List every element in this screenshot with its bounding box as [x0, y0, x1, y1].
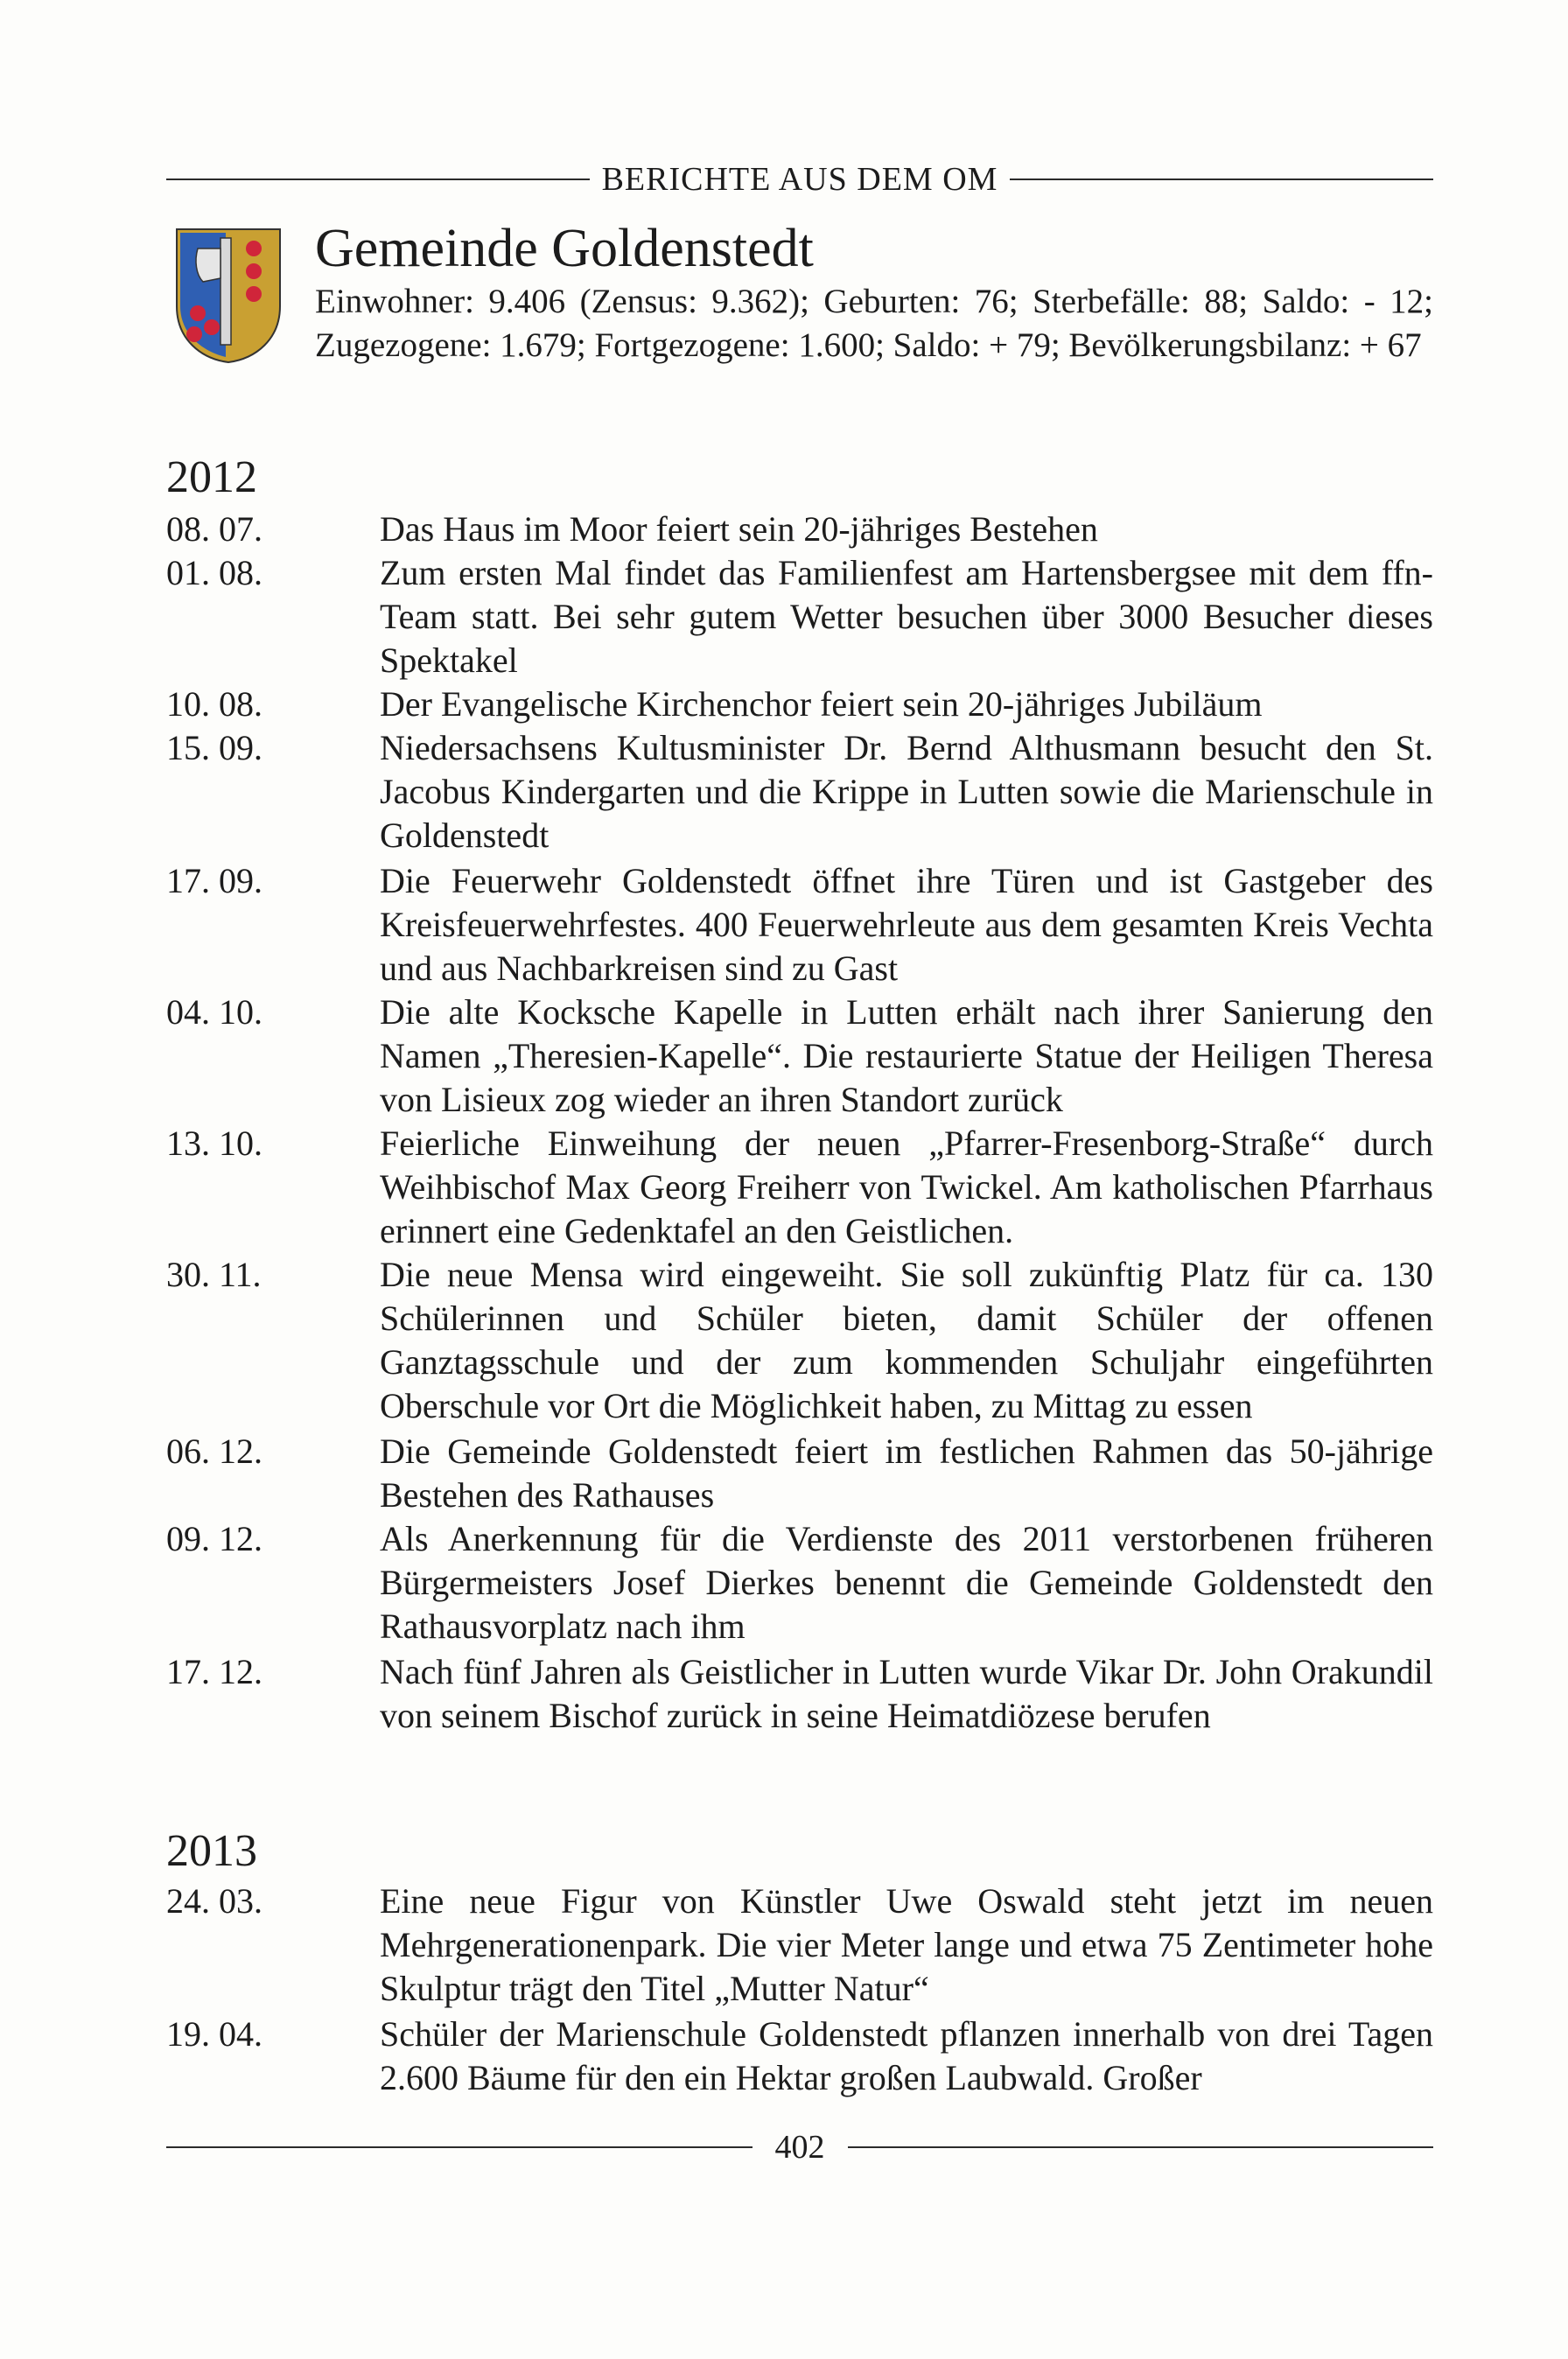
entry-date: 06. 12. — [166, 1432, 262, 1471]
entry-text: Nach fünf Jahren als Geistlicher in Lutten wurde Vikar Dr. John Orakundil von seinem Bischof zurück in seine Heimatdiözese berufen — [380, 1652, 1433, 1735]
entry-date: 15. 09. — [166, 728, 262, 767]
entry-date: 30. 11. — [166, 1255, 262, 1294]
entry-text: Das Haus im Moor feiert sein 20-jähriges Bestehen — [380, 509, 1098, 549]
entry-date: 17. 09. — [166, 861, 262, 900]
entry-text: Eine neue Figur von Künstler Uwe Oswald steht jetzt im neuen Mehrgenerationenpark. Die vier Meter lange und etwa 75 Zentimeter hohe Skulptur trägt den Titel „Mutter Natur“ — [380, 1881, 1433, 2008]
running-header — [166, 161, 1433, 198]
entry-date: 09. 12. — [166, 1519, 262, 1558]
footer-rule-right — [848, 2146, 1434, 2148]
coat-of-arms-icon — [172, 226, 285, 366]
entry-text: Zum ersten Mal findet das Familienfest am Hartensbergsee mit dem ffn-Team statt. Bei sehr gutem Wetter besuchen über 3000 Besucher dieses Spektakel — [380, 553, 1433, 680]
entry-text: Feierliche Einweihung der neuen „Pfarrer-Fresenborg-Straße“ durch Weihbischof Max Georg Freiherr von Twickel. Am katholischen Pfarrhaus erinnert eine Gedenktafel an den Geistlichen. — [380, 1124, 1433, 1250]
year-heading-2013: 2013 — [166, 1826, 257, 1876]
footer-rule-left — [166, 2146, 752, 2148]
entry-date: 04. 10. — [166, 992, 262, 1032]
entry-text: Niedersachsens Kultusminister Dr. Bernd Althusmann besucht den St. Jacobus Kindergarten und die Krippe in Lutten sowie die Marienschule in Goldenstedt — [380, 728, 1433, 855]
entry-text: Die Gemeinde Goldenstedt feiert im festlichen Rahmen das 50-jährige Bestehen des Rathauses — [380, 1432, 1433, 1515]
entry-text: Die Feuerwehr Goldenstedt öffnet ihre Türen und ist Gastgeber des Kreisfeuerwehrfestes. 400 Feuerwehrleute aus dem gesamten Kreis Vechta und aus Nachbarkreisen sind zu Gast — [380, 861, 1433, 988]
entry-text: Als Anerkennung für die Verdienste des 2011 verstorbenen früheren Bürgermeisters Josef Dierkes benennt die Gemeinde Goldenstedt den Rathausvorplatz nach ihm — [380, 1519, 1433, 1646]
entry-text: Die neue Mensa wird eingeweiht. Sie soll zukünftig Platz für ca. 130 Schülerinnen und Schüler bieten, damit Schüler der offenen Ganztagsschule und der zum kommenden Schuljahr eingeführten Oberschule vor Ort die Möglichkeit haben, zu Mittag zu essen — [380, 1255, 1433, 1425]
entry-text: Schüler der Marienschule Goldenstedt pflanzen innerhalb von drei Tagen 2.600 Bäume für den ein Hektar großen Laubwald. Großer — [380, 2014, 1433, 2097]
page-number: 402 — [774, 2129, 825, 2166]
entry-date: 13. 10. — [166, 1124, 262, 1163]
page-footer — [166, 2128, 1433, 2166]
entry-date: 17. 12. — [166, 1652, 262, 1691]
entry-date: 24. 03. — [166, 1881, 262, 1921]
header-rule-left — [166, 178, 590, 180]
entry-date: 08. 07. — [166, 509, 262, 549]
entry-text: Die alte Kocksche Kapelle in Lutten erhält nach ihrer Sanierung den Namen „Theresien-Kapelle“. Die restaurierte Statue der Heiligen Theresa von Lisieux zog wieder an ihren Standort zurück — [380, 992, 1433, 1119]
entry-text: Der Evangelische Kirchenchor feiert sein 20-jähriges Jubiläum — [380, 684, 1263, 724]
entry-date: 19. 04. — [166, 2014, 262, 2054]
entry-date: 01. 08. — [166, 553, 262, 592]
header-rule-right — [1010, 178, 1433, 180]
population-stats: Einwohner: 9.406 (Zensus: 9.362); Geburten: 76; Sterbefälle: 88; Saldo: - 12; Zugezogene: 1.679; Fortgezogene: 1.600; Saldo: + 79; Bevölkerungsbilanz: + 67 — [315, 283, 1433, 364]
municipality-title: Gemeinde Goldenstedt — [315, 219, 814, 278]
year-heading-2012: 2012 — [166, 452, 257, 502]
running-title: BERICHTE AUS DEM OM — [601, 161, 998, 198]
entry-date: 10. 08. — [166, 684, 262, 724]
